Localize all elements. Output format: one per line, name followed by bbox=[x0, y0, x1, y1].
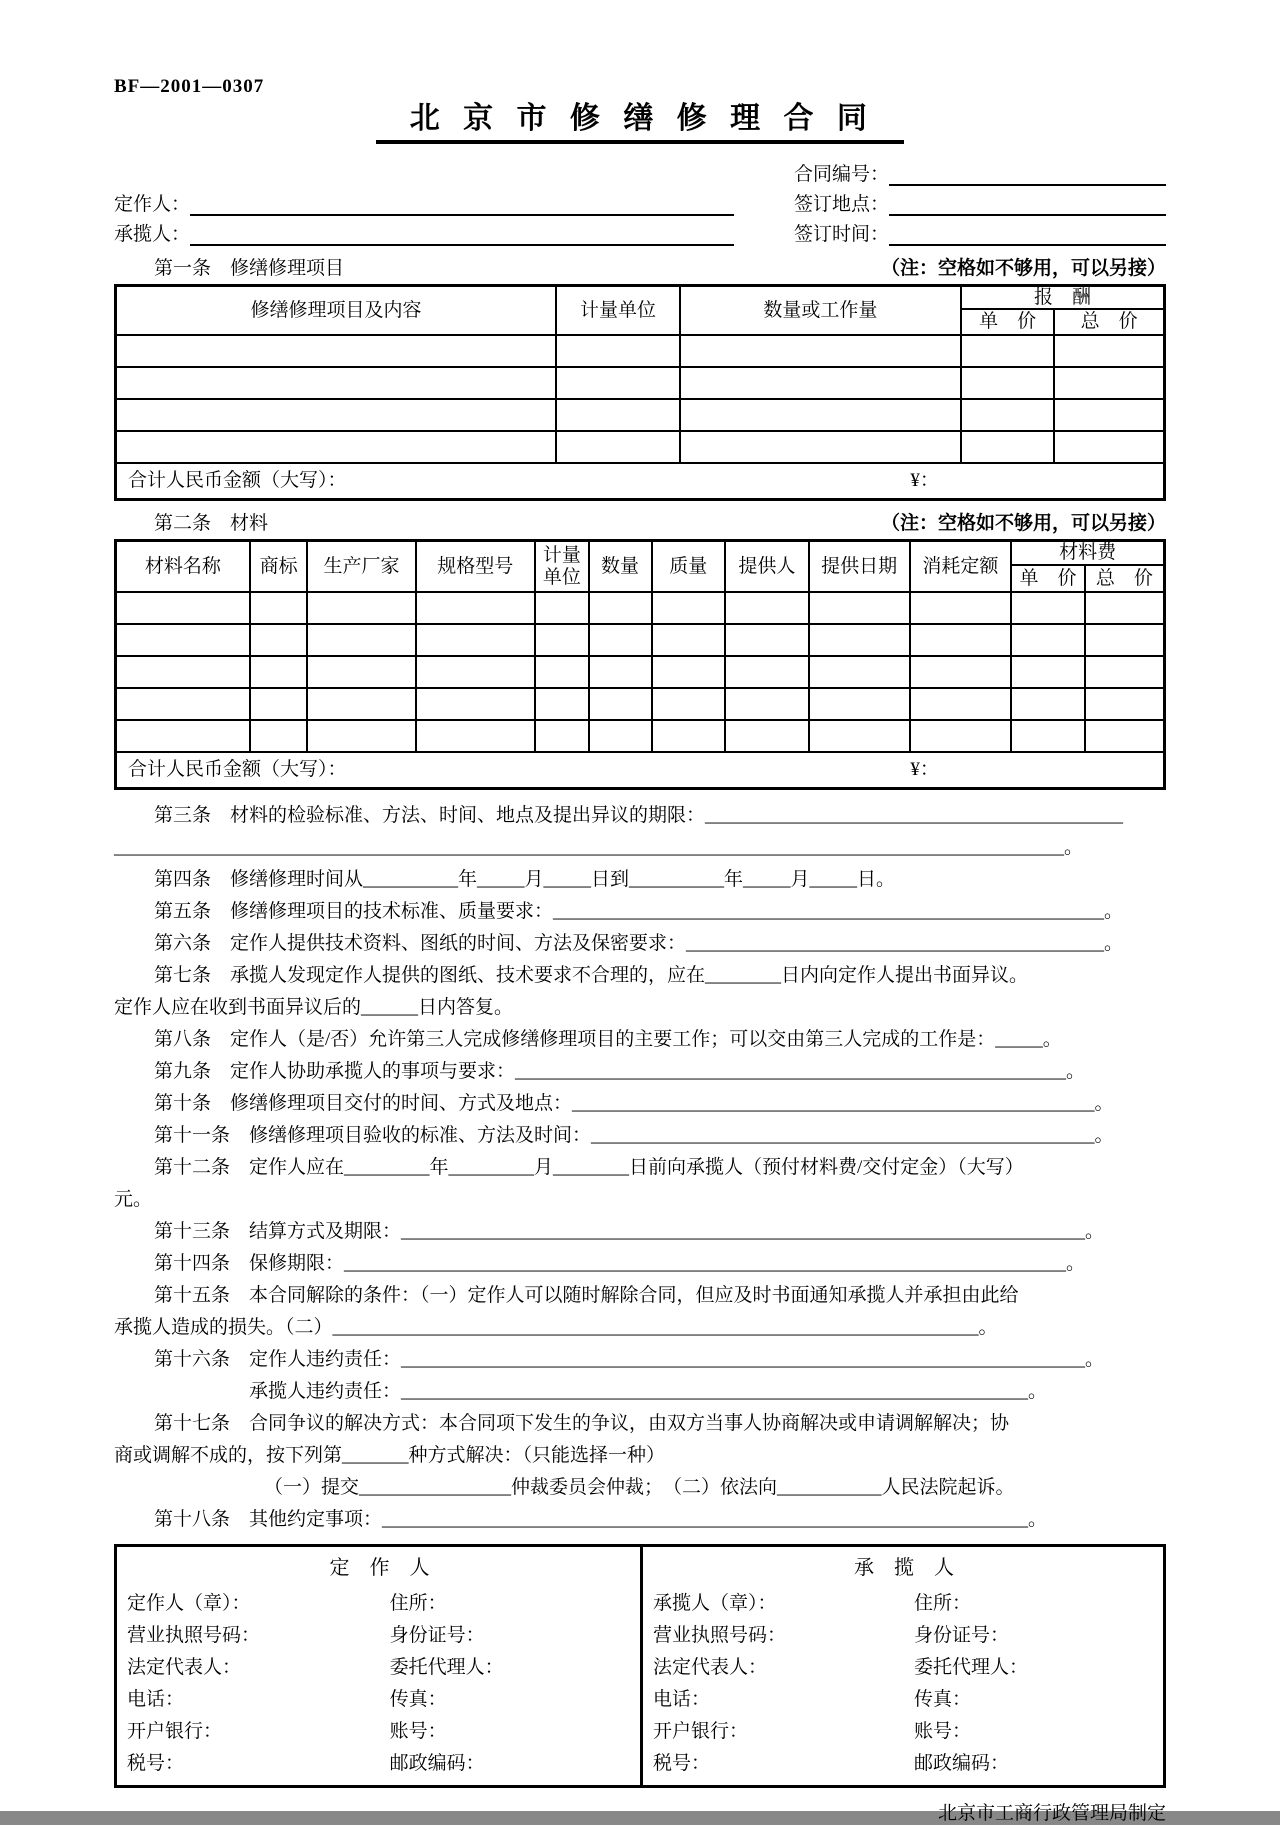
table-empty-cell bbox=[589, 624, 652, 656]
table-empty-cell bbox=[250, 592, 308, 624]
page-title: 北京市修缮修理合同 bbox=[376, 100, 905, 144]
column-header: 消耗定额 bbox=[910, 541, 1012, 592]
signature-field-label: 账号： bbox=[914, 1720, 972, 1742]
material-table-body bbox=[116, 592, 1165, 752]
signature-right-rows bbox=[653, 1585, 1155, 1777]
table-empty-cell bbox=[652, 592, 725, 624]
column-header: 商标 bbox=[250, 541, 308, 592]
clause-line: 元。 bbox=[114, 1189, 153, 1211]
section1-heading bbox=[114, 252, 1166, 280]
table-empty-cell bbox=[116, 367, 557, 399]
table-empty-cell bbox=[589, 688, 652, 720]
signature-field-label: 委托代理人： bbox=[914, 1656, 1029, 1678]
table-empty-row bbox=[116, 367, 1165, 399]
signature-field-label: 定作人（章）： bbox=[127, 1592, 251, 1614]
title-wrap bbox=[114, 100, 1166, 144]
clause-line: 第十一条 修缮修理项目验收的标准、方法及时间：_____________________________________________________。 bbox=[154, 1125, 1114, 1147]
header-row-3 bbox=[114, 216, 1166, 246]
section2-note: （注：空格如不够用，可以另接） bbox=[880, 513, 1166, 535]
signature-field-label: 传真： bbox=[914, 1688, 972, 1710]
table-empty-cell bbox=[809, 720, 910, 752]
signature-row bbox=[127, 1713, 632, 1745]
table-empty-cell bbox=[416, 688, 536, 720]
signature-row bbox=[653, 1649, 1155, 1681]
clause-line: 第十三条 结算方式及期限：________________________________________________________________________。 bbox=[154, 1221, 1105, 1243]
column-header-unit: 计量单位 bbox=[556, 285, 680, 335]
table-empty-cell bbox=[1085, 624, 1165, 656]
table-empty-cell bbox=[961, 335, 1054, 367]
column-header-material-fee: 材料费 bbox=[1011, 541, 1164, 565]
signature-row bbox=[127, 1745, 632, 1777]
signature-row bbox=[127, 1585, 632, 1617]
signature-field-label: 身份证号： bbox=[914, 1624, 1010, 1646]
clause-line: 第三条 材料的检验标准、方法、时间、地点及提出异议的期限：____________________________________________ bbox=[154, 805, 1124, 827]
signature-row bbox=[653, 1617, 1155, 1649]
column-header-unit-price: 单 价 bbox=[961, 309, 1054, 335]
signature-field-label: 身份证号： bbox=[389, 1624, 485, 1646]
table-empty-cell bbox=[1011, 624, 1084, 656]
table-empty-cell bbox=[307, 656, 415, 688]
table-empty-cell bbox=[250, 688, 308, 720]
table-empty-cell bbox=[652, 656, 725, 688]
contractor-label: 承揽人： bbox=[114, 223, 191, 245]
table-empty-row bbox=[116, 720, 1165, 752]
signature-row bbox=[127, 1681, 632, 1713]
table-empty-cell bbox=[589, 656, 652, 688]
signature-field-label: 住所： bbox=[389, 1592, 447, 1614]
signature-field-label: 税号： bbox=[127, 1752, 185, 1774]
issuer-note: 北京市工商行政管理局制定 bbox=[937, 1803, 1166, 1825]
table-empty-cell bbox=[680, 399, 961, 431]
table-empty-cell bbox=[556, 335, 680, 367]
table-empty-row bbox=[116, 399, 1165, 431]
table-empty-cell bbox=[1054, 399, 1164, 431]
table-empty-cell bbox=[652, 688, 725, 720]
column-header-quantity: 数量或工作量 bbox=[680, 285, 961, 335]
table-empty-cell bbox=[535, 688, 588, 720]
table-empty-cell bbox=[116, 431, 557, 463]
table-empty-row bbox=[116, 688, 1165, 720]
clause-line: 第六条 定作人提供技术资料、图纸的时间、方法及保密要求：____________________________________________。 bbox=[154, 933, 1124, 955]
table-empty-row bbox=[116, 624, 1165, 656]
clause-line: 承揽人违约责任：__________________________________________________________________。 bbox=[249, 1381, 1048, 1403]
clause-line: 第五条 修缮修理项目的技术标准、质量要求：__________________________________________________________。 bbox=[154, 901, 1124, 923]
clause-line: 第十五条 本合同解除的条件：（一）定作人可以随时解除合同，但应及时书面通知承揽人并承担由此给 bbox=[154, 1285, 1019, 1307]
section2-heading bbox=[114, 507, 1166, 535]
sign-place-label: 签订地点： bbox=[794, 193, 890, 215]
table-empty-cell bbox=[535, 592, 588, 624]
table-empty-cell bbox=[961, 431, 1054, 463]
signature-row bbox=[653, 1681, 1155, 1713]
table-empty-cell bbox=[1011, 688, 1084, 720]
table-empty-cell bbox=[725, 624, 809, 656]
column-header-unit-price: 单 价 bbox=[1011, 565, 1084, 592]
table-empty-cell bbox=[556, 431, 680, 463]
table-empty-cell bbox=[652, 720, 725, 752]
table-empty-cell bbox=[1085, 592, 1165, 624]
signature-field-label: 开户银行： bbox=[653, 1720, 749, 1742]
clause-line: 第四条 修缮修理时间从__________年_____月_____日到__________年_____月_____日。 bbox=[154, 869, 896, 891]
signature-left-title: 定 作 人 bbox=[329, 1557, 430, 1580]
contract-no-blank bbox=[889, 160, 1166, 186]
table-empty-cell bbox=[1011, 592, 1084, 624]
table-empty-cell bbox=[910, 656, 1012, 688]
contractor-blank bbox=[190, 220, 734, 246]
clauses bbox=[114, 800, 1166, 1536]
ordering-party-blank bbox=[190, 190, 734, 216]
signature-row bbox=[653, 1585, 1155, 1617]
clause-line: 第十二条 定作人应在_________年_________月________日前向承揽人（预付材料费/交付定金）（大写） bbox=[154, 1157, 1024, 1179]
table-empty-cell bbox=[1085, 656, 1165, 688]
sign-place-blank bbox=[889, 190, 1166, 216]
table-empty-cell bbox=[910, 592, 1012, 624]
material-total-row bbox=[116, 752, 1165, 789]
table-empty-cell bbox=[680, 335, 961, 367]
table-empty-cell bbox=[1085, 688, 1165, 720]
signature-field-label: 住所： bbox=[914, 1592, 972, 1614]
form-code: BF—2001—0307 bbox=[114, 76, 265, 97]
table-empty-cell bbox=[535, 656, 588, 688]
clause-line: 第九条 定作人协助承揽人的事项与要求：__________________________________________________________。 bbox=[154, 1061, 1086, 1083]
signature-left-rows bbox=[127, 1585, 632, 1777]
signature-row bbox=[653, 1713, 1155, 1745]
table-empty-cell bbox=[556, 399, 680, 431]
table-empty-cell bbox=[307, 720, 415, 752]
signature-field-label: 税号： bbox=[653, 1752, 711, 1774]
signature-field-label: 法定代表人： bbox=[653, 1656, 768, 1678]
section2-title: 第二条 材料 bbox=[154, 513, 269, 535]
column-header-total-price: 总 价 bbox=[1085, 565, 1165, 592]
signature-left bbox=[117, 1547, 640, 1785]
project-total-amount: ¥： bbox=[910, 470, 939, 492]
table-empty-cell bbox=[680, 367, 961, 399]
project-table-body bbox=[116, 335, 1165, 463]
table-empty-cell bbox=[416, 720, 536, 752]
table-empty-cell bbox=[1011, 720, 1084, 752]
table-empty-cell bbox=[250, 656, 308, 688]
clause-line: 第十条 修缮修理项目交付的时间、方式及地点：_______________________________________________________。 bbox=[154, 1093, 1114, 1115]
table-empty-cell bbox=[1085, 720, 1165, 752]
clause-line: 商或调解不成的，按下列第_______种方式解决：（只能选择一种） bbox=[114, 1445, 666, 1467]
table-empty-cell bbox=[725, 688, 809, 720]
table-empty-cell bbox=[416, 592, 536, 624]
material-total-label: 合计人民币金额（大写）： bbox=[128, 759, 347, 781]
table-empty-cell bbox=[809, 624, 910, 656]
table-empty-cell bbox=[535, 720, 588, 752]
signature-field-label: 法定代表人： bbox=[127, 1656, 242, 1678]
signature-row bbox=[127, 1617, 632, 1649]
project-total-row bbox=[116, 463, 1165, 500]
sign-time-label: 签订时间： bbox=[794, 223, 890, 245]
table-empty-cell bbox=[809, 592, 910, 624]
header-row-1 bbox=[114, 156, 1166, 186]
table-empty-cell bbox=[416, 624, 536, 656]
table-empty-cell bbox=[725, 720, 809, 752]
table-empty-cell bbox=[961, 399, 1054, 431]
table-empty-cell bbox=[116, 624, 250, 656]
clause-line: 第十六条 定作人违约责任：________________________________________________________________________。 bbox=[154, 1349, 1105, 1371]
clause-line: ____________________________________________________________________________________________________。 bbox=[114, 837, 1084, 859]
signature-field-label: 营业执照号码： bbox=[127, 1624, 261, 1646]
signature-field-label: 账号： bbox=[389, 1720, 447, 1742]
ordering-party-label: 定作人： bbox=[114, 193, 191, 215]
signature-field-label: 委托代理人： bbox=[389, 1656, 504, 1678]
table-empty-cell bbox=[809, 656, 910, 688]
table-empty-cell bbox=[116, 592, 250, 624]
signature-row bbox=[127, 1649, 632, 1681]
clause-line: 第十七条 合同争议的解决方式：本合同项下发生的争议，由双方当事人协商解决或申请调解解决；协 bbox=[154, 1413, 1010, 1435]
table-empty-cell bbox=[1054, 335, 1164, 367]
signature-field-label: 传真： bbox=[389, 1688, 447, 1710]
table-empty-cell bbox=[910, 720, 1012, 752]
table-empty-cell bbox=[250, 624, 308, 656]
table-empty-row bbox=[116, 431, 1165, 463]
column-header: 计量单位 bbox=[535, 541, 588, 592]
table-empty-cell bbox=[116, 656, 250, 688]
table-empty-cell bbox=[250, 720, 308, 752]
table-empty-cell bbox=[416, 656, 536, 688]
column-header: 提供人 bbox=[725, 541, 809, 592]
section1-note: （注：空格如不够用，可以另接） bbox=[880, 257, 1166, 279]
contract-no-label: 合同编号： bbox=[794, 163, 890, 185]
column-header: 材料名称 bbox=[116, 541, 250, 592]
header-row-2 bbox=[114, 186, 1166, 216]
column-header-item: 修缮修理项目及内容 bbox=[116, 285, 557, 335]
table-empty-cell bbox=[1054, 367, 1164, 399]
clause-line: （一）提交________________仲裁委员会仲裁； （二）依法向___________人民法院起诉。 bbox=[264, 1477, 1015, 1499]
signature-row bbox=[653, 1745, 1155, 1777]
column-header: 生产厂家 bbox=[307, 541, 415, 592]
clause-line: 第十八条 其他约定事项：____________________________________________________________________。 bbox=[154, 1509, 1048, 1531]
table-empty-row bbox=[116, 592, 1165, 624]
table-empty-row bbox=[116, 656, 1165, 688]
column-header-total-price: 总 价 bbox=[1054, 309, 1164, 335]
table-empty-cell bbox=[556, 367, 680, 399]
table-empty-cell bbox=[589, 592, 652, 624]
material-table bbox=[114, 539, 1166, 790]
table-empty-cell bbox=[535, 624, 588, 656]
column-header: 规格型号 bbox=[416, 541, 536, 592]
signature-right-title: 承 揽 人 bbox=[854, 1557, 954, 1580]
table-empty-cell bbox=[307, 624, 415, 656]
clause-line: 第十四条 保修期限：____________________________________________________________________________。 bbox=[154, 1253, 1086, 1275]
table-empty-cell bbox=[1011, 656, 1084, 688]
table-empty-row bbox=[116, 335, 1165, 367]
table-empty-cell bbox=[680, 431, 961, 463]
signature-field-label: 开户银行： bbox=[127, 1720, 223, 1742]
signature-field-label: 邮政编码： bbox=[389, 1752, 485, 1774]
signature-field-label: 邮政编码： bbox=[914, 1752, 1010, 1774]
column-header: 数量 bbox=[589, 541, 652, 592]
project-table bbox=[114, 284, 1166, 502]
clause-line: 定作人应在收到书面异议后的______日内答复。 bbox=[114, 997, 514, 1019]
table-empty-cell bbox=[116, 720, 250, 752]
table-empty-cell bbox=[961, 367, 1054, 399]
column-header: 质量 bbox=[652, 541, 725, 592]
signature-table bbox=[114, 1544, 1166, 1788]
column-header: 提供日期 bbox=[809, 541, 910, 592]
table-empty-cell bbox=[910, 624, 1012, 656]
section1-title: 第一条 修缮修理项目 bbox=[154, 257, 345, 279]
sign-time-blank bbox=[889, 220, 1166, 246]
table-empty-cell bbox=[307, 592, 415, 624]
table-empty-cell bbox=[809, 688, 910, 720]
column-header-pay: 报 酬 bbox=[961, 285, 1165, 309]
project-total-label: 合计人民币金额（大写）： bbox=[128, 470, 347, 492]
table-empty-cell bbox=[1054, 431, 1164, 463]
signature-field-label: 电话： bbox=[653, 1688, 711, 1710]
table-empty-cell bbox=[725, 656, 809, 688]
signature-field-label: 电话： bbox=[127, 1688, 185, 1710]
clause-line: 第八条 定作人（是/否）允许第三人完成修缮修理项目的主要工作；可以交由第三人完成的工作是：_____。 bbox=[154, 1029, 1062, 1051]
table-empty-cell bbox=[652, 624, 725, 656]
clause-line: 承揽人造成的损失。（二）____________________________________________________________________。 bbox=[114, 1317, 998, 1339]
table-empty-cell bbox=[116, 399, 557, 431]
table-empty-cell bbox=[725, 592, 809, 624]
signature-field-label: 承揽人（章）： bbox=[653, 1592, 777, 1614]
clause-line: 第七条 承揽人发现定作人提供的图纸、技术要求不合理的，应在________日内向定作人提出书面异议。 bbox=[154, 965, 1029, 987]
material-total-amount: ¥： bbox=[910, 759, 939, 781]
signature-field-label: 营业执照号码： bbox=[653, 1624, 787, 1646]
signature-right bbox=[640, 1547, 1163, 1785]
table-empty-cell bbox=[116, 688, 250, 720]
table-empty-cell bbox=[307, 688, 415, 720]
table-empty-cell bbox=[589, 720, 652, 752]
table-empty-cell bbox=[910, 688, 1012, 720]
table-empty-cell bbox=[116, 335, 557, 367]
